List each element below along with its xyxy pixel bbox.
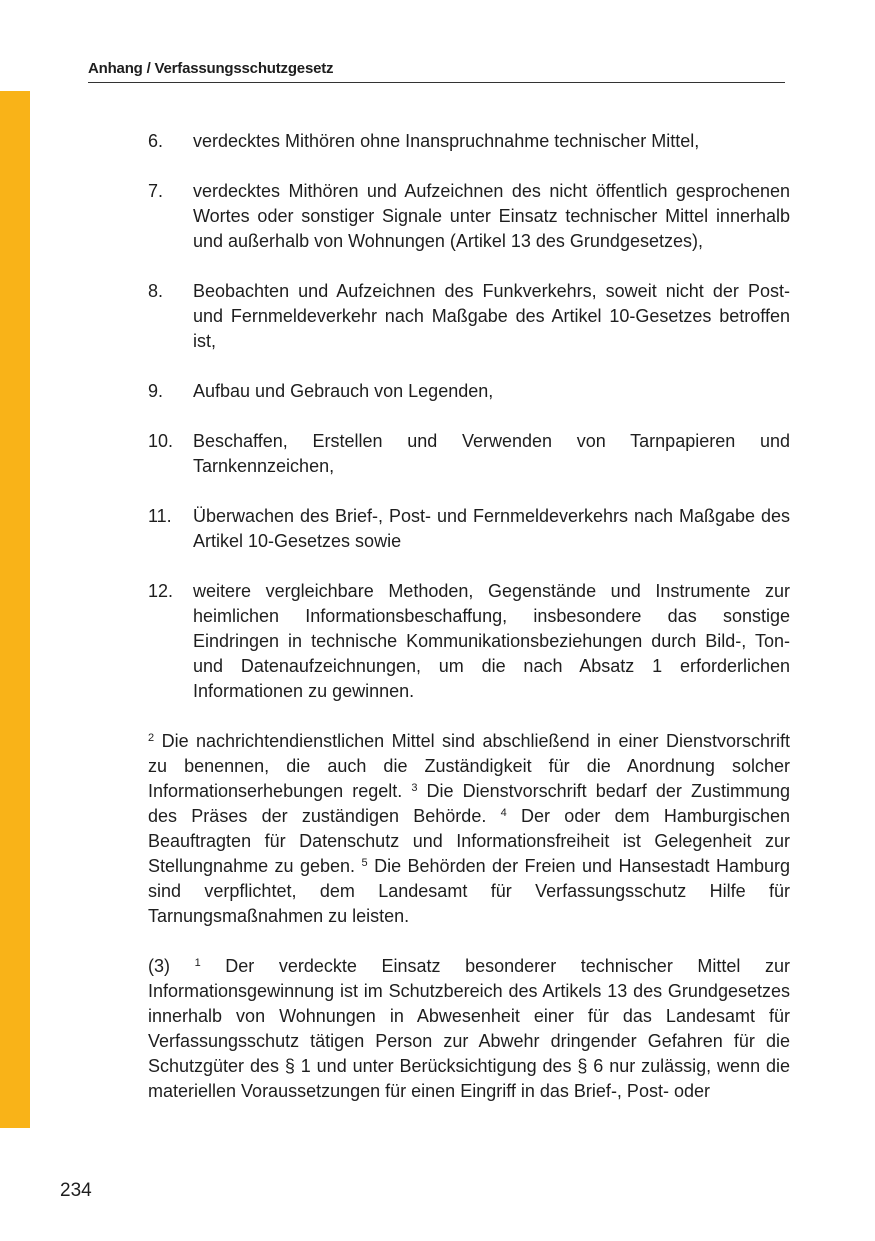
- sentence-text: Die Dienstvorschrift bedarf der Zustimmung des Präses der zuständigen Behörde.: [148, 781, 791, 826]
- list-item-text: verdecktes Mithören ohne Inanspruchnahme technischer Mittel,: [193, 131, 700, 151]
- list-item-text: Beschaffen, Erstellen und Verwenden von Tarnpapieren und Tarnkennzeichen,: [193, 431, 790, 476]
- list-item-number: 6.: [148, 131, 164, 151]
- list-item-text: Überwachen des Brief-, Post- und Fernmeldeverkehrs nach Maßgabe des Artikel 10-Gesetzes sowie: [193, 506, 790, 551]
- list-item: [148, 279, 790, 354]
- sentence-text: Der oder dem Hamburgischen Beauftragten für Datenschutz und Informationsfreiheit ist Gelegenheit zur Stellungnahme zu geben.: [148, 806, 790, 876]
- list-item-text: verdecktes Mithören und Aufzeichnen des nicht öffentlich gesprochenen Wortes oder sonstiger Signale unter Einsatz technischer Mittel innerhalb und außerhalb von Wohnungen (Artikel 13 des Grundgesetzes),: [193, 181, 790, 251]
- list-item: [148, 179, 790, 254]
- numbered-list: [148, 129, 790, 704]
- sentence-text: Der verdeckte Einsatz besonderer technischer Mittel zur Informationsgewinnung ist im Schutzbereich des Artikels 13 des Grundgesetzes innerhalb von Wohnungen in Abwesenheit einer für das Landesamt für Verfassungsschutz tätigen Person zur Abwehr dringender Gefahren für die Schutzgüter des § 1 und unter Berücksichtigung des § 6 nur zulässig, wenn die materiellen Voraussetzungen für einen Eingriff in das Brief-, Post- oder: [148, 956, 790, 1101]
- list-item-number: 9.: [148, 381, 164, 401]
- header-rule: [88, 82, 785, 83]
- list-item: [148, 129, 790, 154]
- list-item-number: 12.: [148, 581, 174, 601]
- sentence-mark: 1: [194, 957, 201, 969]
- list-item: [148, 504, 790, 554]
- sentence-mark: 5: [361, 857, 368, 869]
- sentence-text: Die nachrichtendienstlichen Mittel sind abschließend in einer Dienstvorschrift zu benennen, die auch die Zuständigkeit für die Anordnung solcher Informationserhebungen regelt.: [148, 731, 790, 801]
- sentence-text: Die Behörden der Freien und Hansestadt Hamburg sind verpflichtet, dem Landesamt für Verfassungsschutz Hilfe für Tarnungsmaßnahmen zu leisten.: [148, 856, 790, 926]
- list-item-number: 10.: [148, 431, 174, 451]
- list-item-number: 8.: [148, 281, 164, 301]
- list-item: [148, 429, 790, 479]
- list-item: [148, 379, 790, 404]
- paragraph-2-continuation: [148, 729, 790, 929]
- list-item-text: Beobachten und Aufzeichnen des Funkverkehrs, soweit nicht der Post- und Fernmeldeverkehr nach Maßgabe des Artikel 10-Gesetzes betroffen ist,: [193, 281, 790, 351]
- list-item-number: 11.: [148, 506, 172, 526]
- paragraph-3: [148, 954, 790, 1104]
- sentence-mark: 4: [500, 807, 507, 819]
- page-number: 234: [60, 1180, 92, 1201]
- list-item-number: 7.: [148, 181, 164, 201]
- page-body: [148, 129, 790, 1129]
- list-item: [148, 579, 790, 704]
- sentence-mark: 3: [411, 782, 418, 794]
- list-item-text: Aufbau und Gebrauch von Legenden,: [193, 381, 494, 401]
- accent-side-bar: [0, 91, 30, 1128]
- running-header: Anhang / Verfassungsschutzgesetz: [88, 60, 334, 77]
- paragraph-label: (3): [148, 956, 170, 976]
- list-item-text: weitere vergleichbare Methoden, Gegenstände und Instrumente zur heimlichen Informationsbeschaffung, insbesondere das sonstige Eindringen in technische Kommunikationsbeziehungen durch Bild-, Ton- und Datenaufzeichnungen, um die nach Absatz 1 erforderlichen Informationen zu gewinnen.: [193, 581, 790, 701]
- sentence-mark: 2: [148, 732, 155, 744]
